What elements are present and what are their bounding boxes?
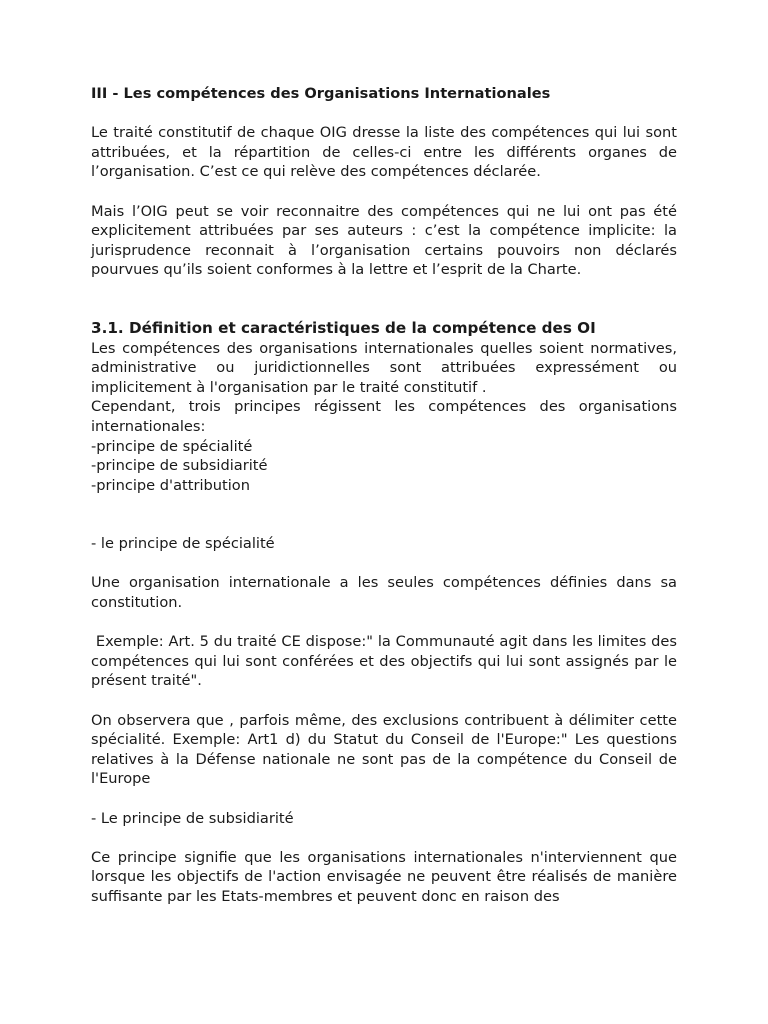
paragraph-three-principles: Cependant, trois principes régissent les compétences des organisations internationales:: [91, 398, 677, 435]
section-heading-iii: III - Les compétences des Organisations Internationales: [91, 85, 551, 102]
paragraph-subsidiarite-definition: Ce principe signifie que les organisations internationales n'interviennent que lorsque les objectifs de l'action envisagée ne peuvent être réalisés de manière suffisante par les Etats-membres et peuvent donc en raison des: [91, 848, 677, 905]
subheading-principe-subsidiarite: - Le principe de subsidiarité: [91, 809, 294, 827]
list-item-principle-attribution: -principe d'attribution: [91, 476, 250, 494]
paragraph-example-art5: Exemple: Art. 5 du traité CE dispose:" la Communauté agit dans les limites des compétences qui lui sont conférées et des objectifs qui lui sont assignés par le présent traité".: [91, 633, 682, 690]
list-item-principle-specialite: -principe de spécialité: [91, 437, 253, 455]
paragraph-exclusions: On observera que , parfois même, des exclusions contribuent à délimiter cette spécialité. Exemple: Art1 d) du Statut du Conseil de l'Europe:" Les questions relatives à la Défense nationale ne sont pas de la compétence du Conseil de l'Europe: [91, 711, 677, 788]
subheading-principe-specialite: - le principe de spécialité: [91, 535, 275, 553]
paragraph-specialite-definition: Une organisation internationale a les seules compétences définies dans sa constitution.: [91, 574, 677, 612]
section-heading-3-1: 3.1. Définition et caractéristiques de la compétence des OI: [91, 318, 596, 337]
paragraph-declared-competences: Le traité constitutif de chaque OIG dresse la liste des compétences qui lui sont attribuées, et la répartition de celles-ci entre les différents organes de l’organisation. C’est ce qui relève des compétences déclarée.: [91, 124, 677, 181]
list-item-principle-subsidiarite: -principe de subsidiarité: [91, 457, 268, 475]
paragraph-attributed-competences: Les compétences des organisations internationales quelles soient normatives, administrative ou juridictionnelles sont attribuées expressément ou implicitement à l'organisation par le traité constitutif .: [91, 339, 677, 396]
paragraph-implicit-competences: Mais l’OIG peut se voir reconnaitre des compétences qui ne lui ont pas été explicitement attribuées par ses auteurs : c’est la compétence implicite: la jurisprudence reconnait à l’organisation certains pouvoirs non déclarés pourvues qu’ils soient conformes à la lettre et l’esprit de la Charte.: [91, 202, 677, 279]
